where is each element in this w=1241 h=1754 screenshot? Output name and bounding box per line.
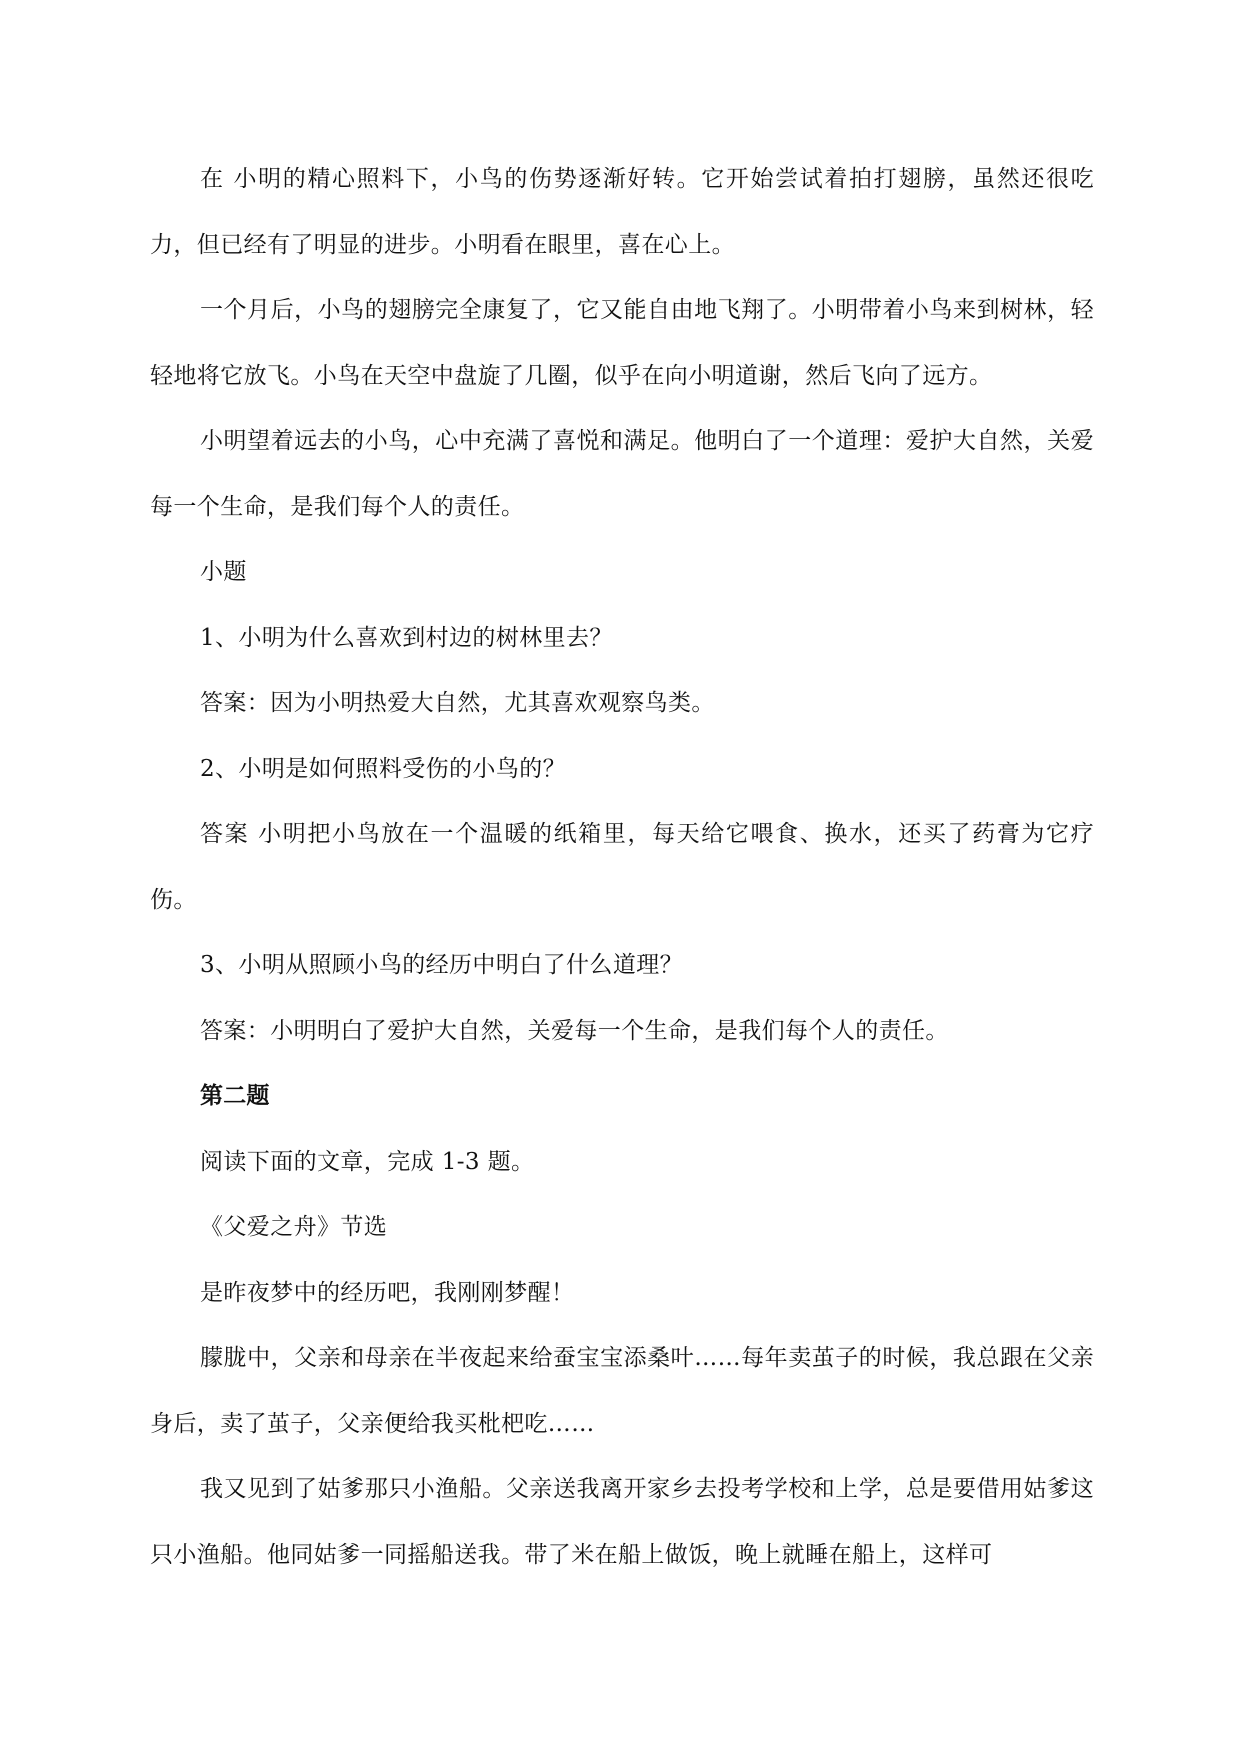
- paragraph-bird-recovering: 在 小明的精心照料下，小鸟的伤势逐渐好转。它开始尝试着拍打翅膀，虽然还很吃力，但已经有了明显的进步。小明看在眼里，喜在心上。: [150, 166, 1094, 258]
- instruction-text: 阅读下面的文章，完成 1-3 题。: [200, 1148, 535, 1175]
- article-paragraph: 是昨夜梦中的经历吧，我刚刚梦醒！: [200, 1279, 575, 1306]
- question-3: 3、小明从照顾小鸟的经历中明白了什么道理？: [200, 952, 684, 978]
- subquestions-label: 小题: [200, 559, 247, 585]
- question-1: 1、小明为什么喜欢到村边的树林里去？: [200, 624, 613, 651]
- article-paragraph: 朦胧中，父亲和母亲在半夜起来给蚕宝宝添桑叶……每年卖茧子的时候，我总跟在父亲身后，卖了茧子，父亲便给我买枇杷吃……: [150, 1345, 1094, 1437]
- answer-3: 答案：小明明白了爱护大自然，关爱每一个生命，是我们每个人的责任。: [200, 1017, 949, 1044]
- paragraph-lesson-learned: 小明望着远去的小鸟，心中充满了喜悦和满足。他明白了一个道理：爱护大自然，关爱每一个生命，是我们每个人的责任。: [150, 428, 1094, 520]
- article-title: 《父爱之舟》节选: [200, 1214, 388, 1240]
- question-2: 2、小明是如何照料受伤的小鸟的？: [200, 755, 567, 782]
- answer-1: 答案：因为小明热爱大自然，尤其喜欢观察鸟类。: [200, 690, 715, 716]
- answer-2: 答案 小明把小鸟放在一个温暖的纸箱里，每天给它喂食、换水，还买了药膏为它疗伤。: [150, 821, 1094, 913]
- section-heading-second-question: 第二题: [200, 1083, 270, 1109]
- paragraph-bird-released: 一个月后，小鸟的翅膀完全康复了，它又能自由地飞翔了。小明带着小鸟来到树林，轻轻地将它放飞。小鸟在天空中盘旋了几圈，似乎在向小明道谢，然后飞向了远方。: [150, 297, 1094, 389]
- article-paragraph: 我又见到了姑爹那只小渔船。父亲送我离开家乡去投考学校和上学，总是要借用姑爹这只小渔船。他同姑爹一同摇船送我。带了米在船上做饭，晚上就睡在船上，这样可: [150, 1476, 1094, 1568]
